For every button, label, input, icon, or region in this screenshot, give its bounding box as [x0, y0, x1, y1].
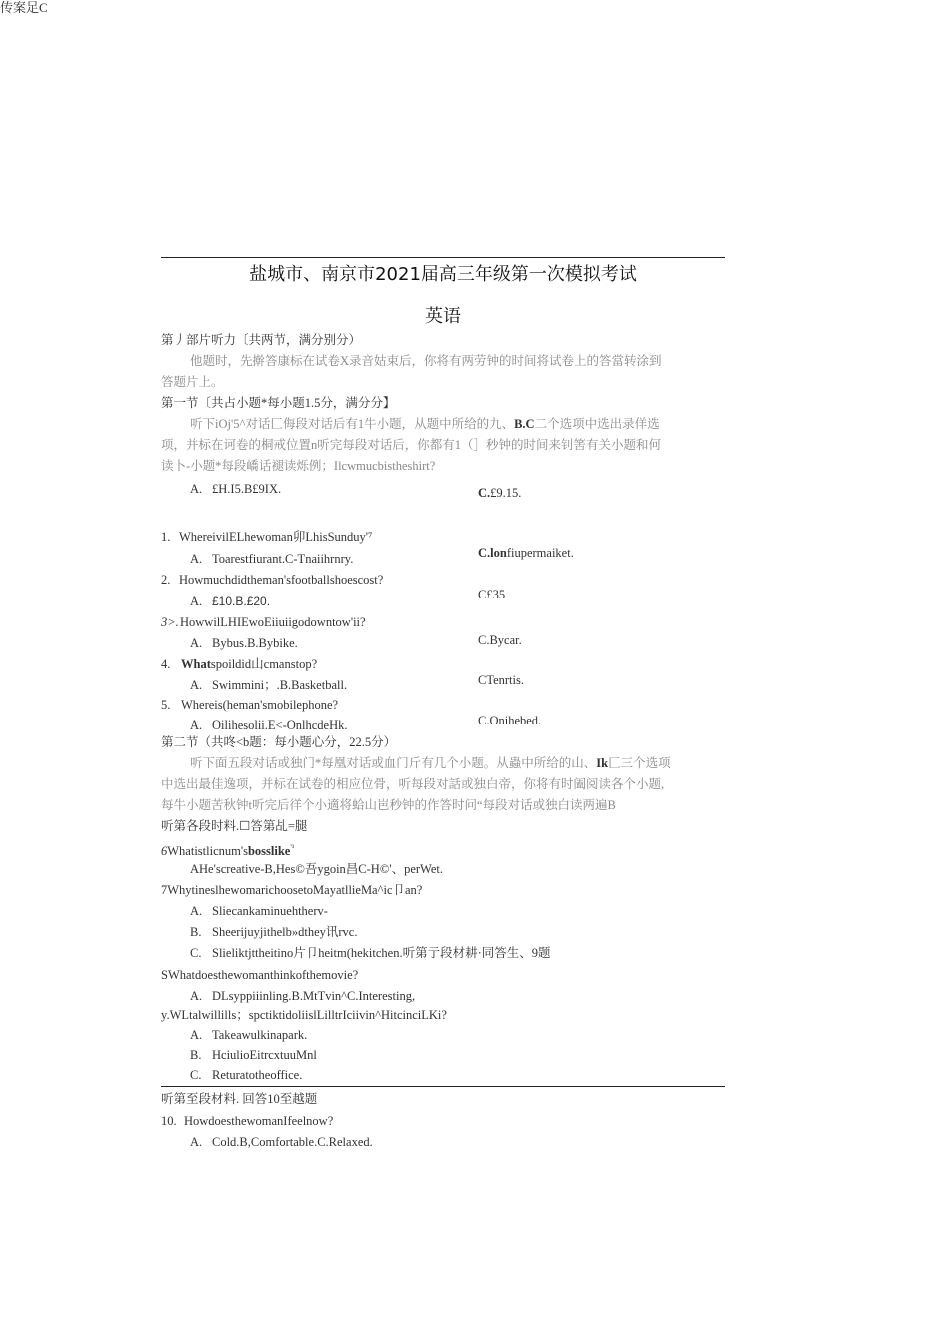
q10-question: HowdoesthewomanIfeelnow?	[184, 1114, 334, 1128]
subject-title: 英语	[425, 306, 461, 327]
q4-option-ab: Swimmini；.B.Basketball.	[212, 678, 348, 692]
exam-title: 盐城市、南京市2021届高三年级第一次模拟考试	[249, 264, 637, 285]
q6-text-bold: bosslike	[247, 844, 291, 859]
section2-line2: 中选出最佳逸项，并标在试卷的相应位骨，听每段对話或独白帝，你将有时阖阅读各个小题,	[161, 777, 665, 791]
q7-option-a: Sliecankaminuehtherv-	[212, 904, 328, 918]
part1-intro-line2: 答题片上。	[161, 375, 224, 389]
q4-question-text: spoildid山cmanstop?	[210, 657, 318, 671]
q2-question: Howmuchdidtheman'sfootballshoescost?	[179, 573, 384, 587]
q6-text: Whatistlicnum's	[167, 844, 248, 859]
section2-instruction: 听第各段时料.☐答第乩=腿	[161, 819, 308, 833]
q1-option-c-bold: C.lon	[478, 546, 507, 560]
q2-option-a-label: A.	[190, 594, 203, 608]
q4-number: 4.	[161, 657, 171, 671]
q6-options: AHe'screative-B,Hes©吾ygoin昌C-H©'、perWet.	[190, 862, 443, 876]
example-answer: 传案足C	[0, 0, 48, 15]
q1-option-a-label: A.	[190, 552, 203, 566]
example-option-c-label: C.	[478, 486, 491, 500]
section2-heading: 第二节（共咚<b题：每小题心分，22.5分）	[161, 735, 397, 749]
q9-option-c-label: C.	[190, 1068, 202, 1082]
q8-question: SWhatdoesthewomanthinkofthemovie?	[161, 968, 359, 982]
part1-intro-line1: 他题时，先擀答康标在试卷X录音姑束后，你将有两劳钟的时间将试卷上的答當转涂到	[190, 354, 662, 368]
example-option-c	[478, 485, 521, 501]
q1-option-ab: Toarestfiurant.C-Tnaiihrnry.	[212, 552, 354, 566]
q9-option-a-label: A.	[190, 1028, 203, 1042]
q3-option-c: C.Bycar.	[478, 633, 522, 647]
section2-line1-a: 听下面五段对话或独门*每凰对话或血门斤有几个小题。从蟲中所给的山、	[190, 756, 597, 770]
q8-option-a-label: A.	[190, 989, 203, 1003]
bottom-rule	[161, 1086, 725, 1087]
q10-number: 10.	[161, 1114, 177, 1128]
q6-question	[161, 840, 294, 859]
top-rule	[161, 257, 725, 258]
q5-number: 5.	[161, 698, 171, 712]
q7-option-b-label: B.	[190, 925, 202, 939]
q3-option-a-label: A.	[190, 636, 203, 650]
q5-option-c: C.Onihebed.	[478, 714, 542, 724]
section2-line3: 每牛小题苦秋钟t听完后徉个小適将蛤山岜秒钟的作答时问“每段对话或独白读两遍B	[161, 798, 616, 812]
q1-question: WhereivilELhewoman卯LhisSunduy'⁷	[179, 530, 373, 544]
section2-line1-c: 匚三个选项	[608, 756, 671, 770]
q2-number: 2.	[161, 573, 171, 587]
section1-line1-bc: B.C	[514, 417, 535, 431]
section1-line1-a: 听下iOj'5^对话匚侮段对话后有1牛小题，从题中所给的九、	[190, 417, 515, 431]
q6-sup: '³	[290, 843, 295, 852]
q8-options: DLsyppiiinling.B.MtTvin^C.Interesting,	[212, 989, 416, 1003]
q4-option-c: CTenrtis.	[478, 673, 524, 687]
section2-line1	[190, 755, 671, 771]
q4-question-bold: What	[181, 657, 211, 671]
section1-line2: 项，并标在诃卷的桐戒位置n听完每段对话后，你都有1（］秒钟的时间来钊筈有关小题和何	[161, 438, 662, 452]
q5-option-a-label: A.	[190, 718, 203, 732]
section2-line1-bold: Ik	[596, 756, 609, 770]
q3-option-ab: Bybus.B.Bybike.	[212, 636, 298, 650]
part1-heading: 第丿部片听力〔共两节，满分别分）	[161, 333, 362, 347]
q7-option-c-label: C.	[190, 946, 202, 960]
q9-option-a: Takeawulkinapark.	[212, 1028, 308, 1042]
example-option-c-text: £9.15.	[490, 486, 522, 500]
q5-option-ab: Oilihesolii.E<-OnlhcdeHk.	[212, 718, 348, 732]
q7-option-a-label: A.	[190, 904, 203, 918]
q3-question: HowwilLHIEwoEiiuiigodowntow'ii?	[180, 615, 366, 629]
section1-line3: 读卜-小题*每段嶠话褪读烁例；Ilcwmucbistheshirt?	[161, 459, 436, 473]
q9-option-b: HciulioEitrcxtuuMnl	[212, 1048, 317, 1062]
q9-option-c: Returatotheoffice.	[212, 1068, 303, 1082]
q2-option-ab: £10.B.£20.	[212, 594, 271, 608]
q3-number: 3>.	[161, 615, 179, 629]
q10-option-a-label: A.	[190, 1135, 203, 1149]
q5-question: Whereis(heman'smobilephone?	[181, 698, 339, 712]
q4-question	[181, 656, 317, 672]
q1-option-c	[478, 545, 574, 561]
section1-heading: 第一节〔共占小题*每小题1.5分，满分分】	[161, 396, 396, 410]
example-option-a: £H.I5.B£9IX.	[212, 482, 282, 496]
q7-option-b: Sheerijuyjithelb»dthey讯rvc.	[212, 925, 358, 939]
q6-number: 6	[161, 844, 168, 859]
section-instruction-10: 听第至段材料. 回答10至越题	[161, 1092, 318, 1106]
section1-line1-c: 二个选项中选出录佯选	[534, 417, 660, 431]
q9-question: y.WLtalwillills；spctiktidoliislLilltrIciivin^HitcinciLKi?	[161, 1008, 447, 1022]
q2-option-c: C£35	[478, 588, 506, 598]
section1-line1	[190, 416, 660, 432]
q7-question: 7WhytineslhewomarichoosetoMayatllieMa^ic卩an?	[161, 883, 423, 897]
q1-option-c-text: fiupermaiket.	[506, 546, 574, 560]
q1-number: 1.	[161, 530, 171, 544]
example-option-a-label: A.	[190, 482, 203, 496]
q10-options: Cold.B,Comfortable.C.Relaxed.	[212, 1135, 373, 1149]
q9-option-b-label: B.	[190, 1048, 202, 1062]
q4-option-a-label: A.	[190, 678, 203, 692]
q7-option-c: Slieliktjttheitino片卩heitm(hekitchen.听第亍段材耕·同答生、9题	[212, 946, 551, 960]
